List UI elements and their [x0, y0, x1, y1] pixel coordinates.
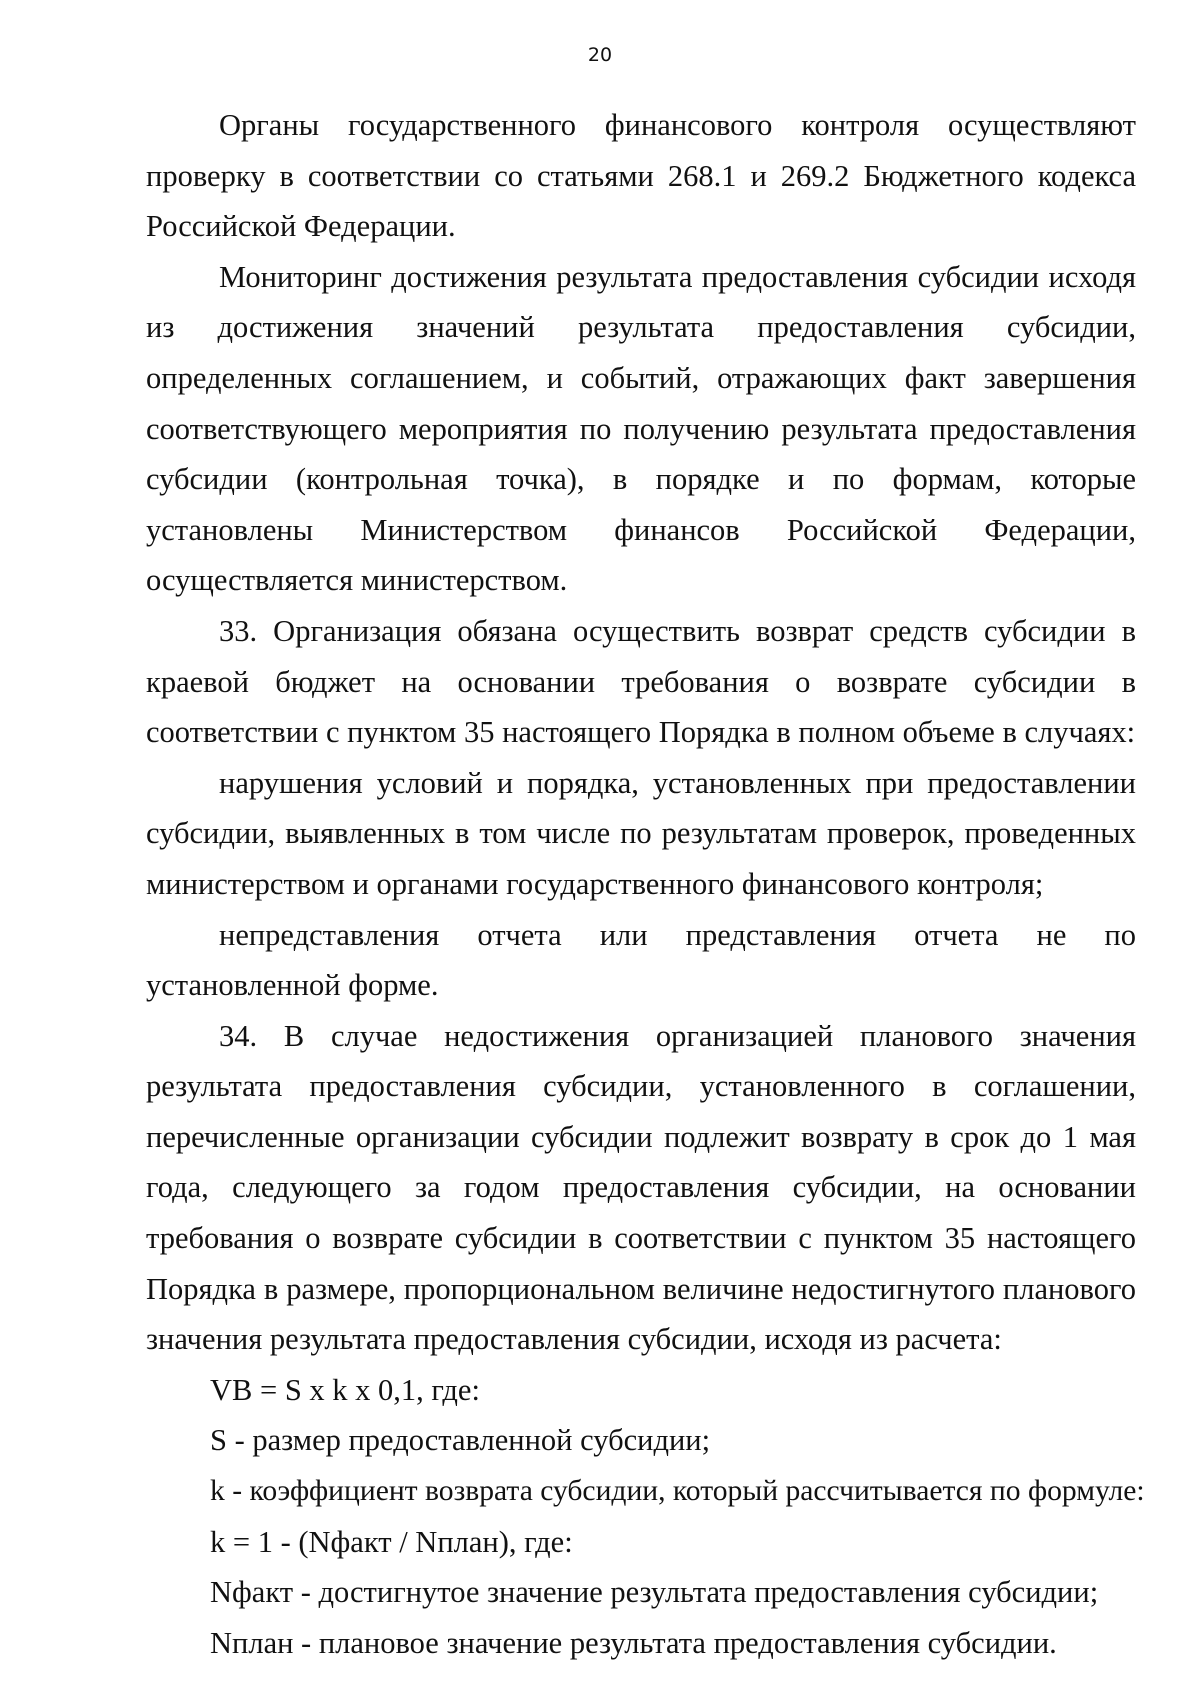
paragraph-financial-control: Органы государственного финансового контроля осуществляют проверку в соответствии со статьями 268.1 и 269.2 Бюджетного кодекса Российской Федерации.	[146, 108, 1136, 244]
paragraph-item-33: 33. Организация обязана осуществить возврат средств субсидии в краевой бюджет на основании требования о возврате субсидии в соответствии с пунктом 35 настоящего Порядка в полном объеме в случаях:	[146, 613, 1136, 750]
paragraph-violation-case: нарушения условий и порядка, установленных при предоставлении субсидии, выявленных в том числе по результатам проверок, проведенных министерством и органами государственного финансового контроля;	[146, 765, 1136, 901]
formula-vb: VB = S x k x 0,1, где:	[210, 1372, 480, 1407]
formula-nplan-definition: Nплан - плановое значение результата предоставления субсидии.	[210, 1625, 1057, 1660]
formula-k: k = 1 - (Nфакт / Nплан), где:	[210, 1524, 573, 1559]
page-number: 20	[587, 44, 613, 66]
document-body	[146, 100, 1145, 1668]
formula-s-definition: S - размер предоставленной субсидии;	[210, 1423, 711, 1458]
paragraph-item-34: 34. В случае недостижения организацией планового значения результата предоставления субсидии, установленного в соглашении, перечисленные организации субсидии подлежит возврату в срок до 1 мая года, следующего за годом предоставления субсидии, на основании требования о возврате субсидии в соответствии с пунктом 35 настоящего Порядка в размере, пропорциональном величине недостигнутого планового значения результата предоставления субсидии, исходя из расчета:	[146, 1018, 1136, 1357]
paragraph-monitoring: Мониторинг достижения результата предоставления субсидии исходя из достижения значений результата предоставления субсидии, определенных соглашением, и событий, отражающих факт завершения соответствующего мероприятия по получению результата предоставления субсидии (контрольная точка), в порядке и по формам, которые установлены Министерством финансов Российской Федерации, осуществляется министерством.	[146, 259, 1136, 598]
paragraph-report-case: непредставления отчета или представления отчета не по установленной форме.	[146, 917, 1136, 1003]
formula-nfact-definition: Nфакт - достигнутое значение результата предоставления субсидии;	[210, 1575, 1099, 1610]
formula-k-definition: k - коэффициент возврата субсидии, который рассчитывается по формуле:	[210, 1475, 1145, 1508]
